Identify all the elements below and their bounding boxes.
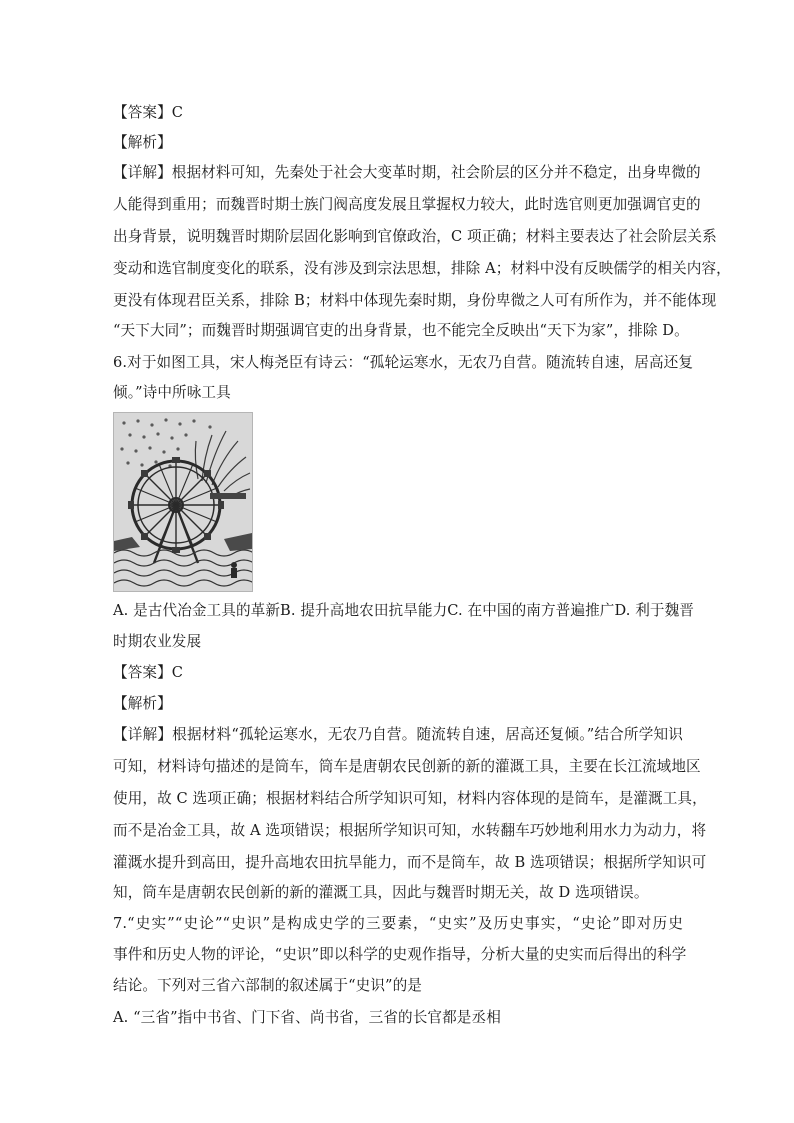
q6-detail-line: 而不是冶金工具，故 A 选项错误；根据所学知识可知，水转翻车巧妙地利用水力为动力，将 [113,822,707,839]
q5-detail-line: 变动和选官制度变化的联系，没有涉及到宗法思想，排除 A；材料中没有反映儒学的相关内容， [113,260,731,277]
q6-detail-line: 灌溉水提升到高田，提升高地农田抗旱能力，而不是筒车，故 B 选项错误；根据所学知识可 [113,854,707,871]
q6-stem-line: 6.对于如图工具，宋人梅尧臣有诗云：“孤轮运寒水，无农乃自营。随流转自速，居高还复 [113,354,694,371]
q6-options-line: 时期农业发展 [113,633,202,650]
q6-stem-line: 倾。”诗中所咏工具 [113,384,231,401]
q5-detail-line: 出身背景，说明魏晋时期阶层固化影响到官僚政治，C 项正确；材料主要表达了社会阶层关系 [113,228,717,245]
q6-answer: 【答案】C [113,664,184,681]
q5-analysis-heading: 【解析】 [113,134,172,151]
q5-detail-line: 人能得到重用；而魏晋时期士族门阀高度发展且掌握权力较大，此时选官则更加强调官吏的 [113,196,701,213]
q7-stem-line: 事件和历史人物的评论，“史识”即以科学的史观作指导，分析大量的史实而后得出的科学 [113,946,687,963]
q7-stem-line: 7.“史实”“史论”“史识”是构成史学的三要素，“史实”及历史事实，“史论”即对历史 [113,915,683,932]
q6-detail-line: 【详解】根据材料“孤轮运寒水，无农乃自营。随流转自速，居高还复倾。”结合所学知识 [113,726,683,743]
q5-detail-line: 【详解】根据材料可知，先秦处于社会大变革时期，社会阶层的区分并不稳定，出身卑微的 [113,164,701,181]
q7-option-a: A. “三省”指中书省、门下省、尚书省，三省的长官都是丞相 [113,1009,501,1026]
q6-detail-line: 使用，故 C 选项正确；根据材料结合所学知识可知，材料内容体现的是筒车，是灌溉工具， [113,790,707,807]
q5-answer: 【答案】C [113,104,184,121]
q6-detail-line: 可知，材料诗句描述的是筒车，筒车是唐朝农民创新的新的灌溉工具，主要在长江流域地区 [113,758,701,775]
q5-detail-line: 更没有体现君臣关系，排除 B；材料中体现先秦时期，身份卑微之人可有所作为，并不能体现 [113,292,717,309]
q5-detail-line: “天下大同”；而魏晋时期强调官吏的出身背景，也不能完全反映出“天下为家”，排除 D。 [113,322,689,339]
q6-detail-line: 知，筒车是唐朝农民创新的新的灌溉工具，因此与魏晋时期无关，故 D 选项错误。 [113,884,649,901]
q7-stem-line: 结论。下列对三省六部制的叙述属于“史识”的是 [113,977,422,994]
water-wheel-woodcut-icon [113,412,253,592]
q6-analysis-heading: 【解析】 [113,695,172,712]
q6-options-line: A. 是古代冶金工具的革新B. 提升高地农田抗旱能力C. 在中国的南方普遍推广D. 利于魏晋 [113,602,694,619]
